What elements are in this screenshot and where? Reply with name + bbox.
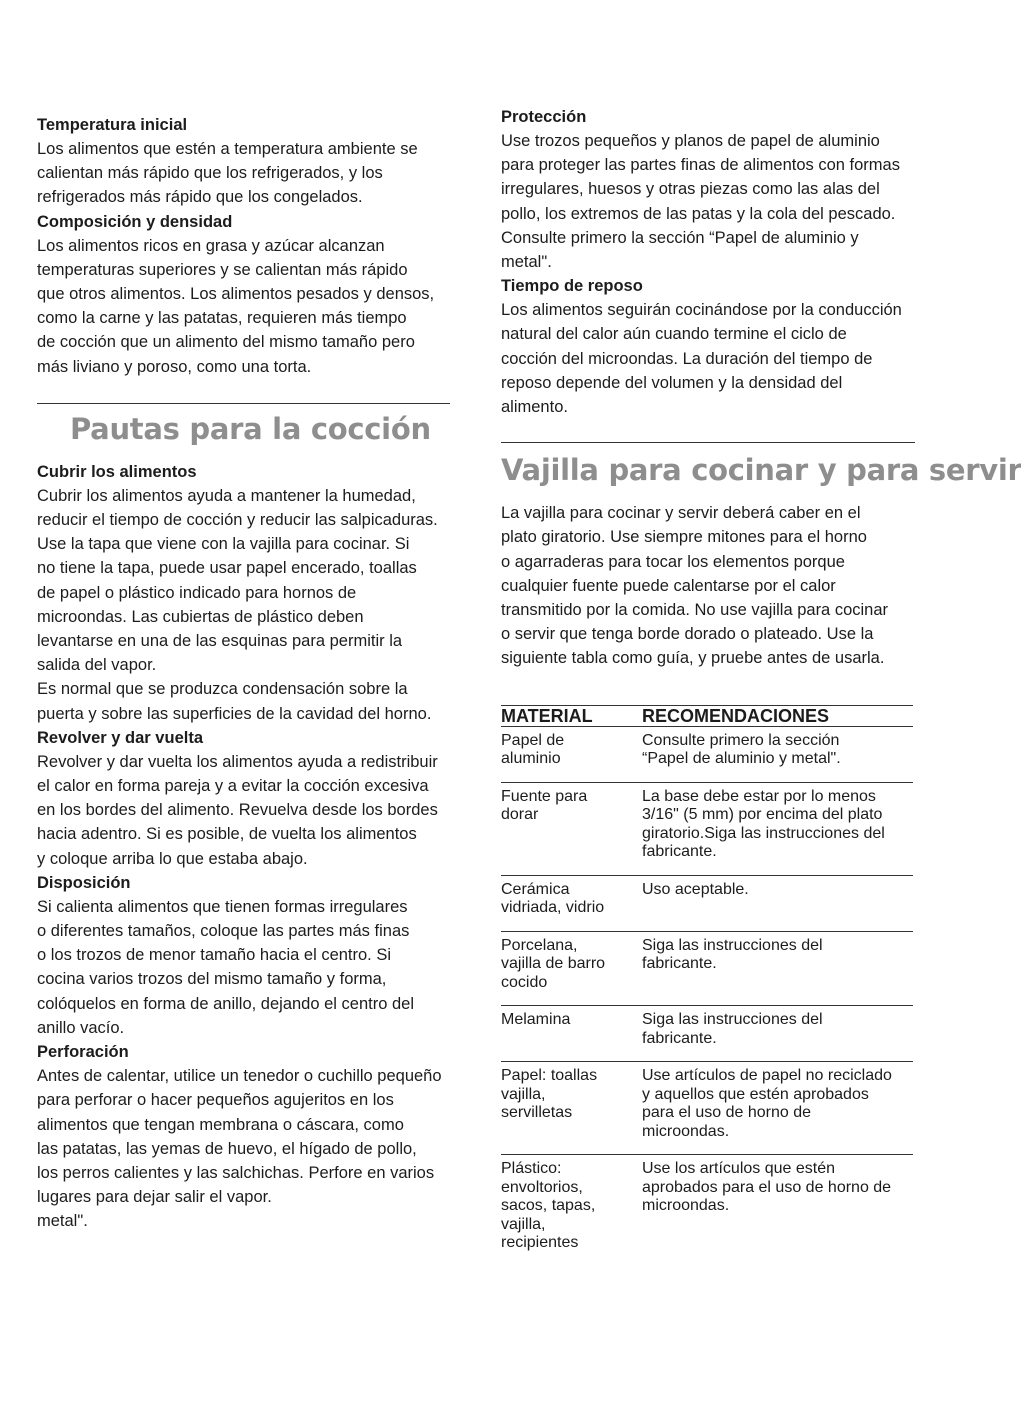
section-divider (501, 442, 915, 443)
paragraph-revolver: Revolver y dar vuelta los alimentos ayuda a redistribuir el calor en forma pareja y a evitar la cocción excesiva en los bordes del alimento. Revuelva desde los bordes hacia adentro. Si es posible, de vuelta los alimentos y coloque arriba lo que estaba abajo. (37, 752, 438, 868)
heading-tiempo-reposo: Tiempo de reposo (501, 277, 643, 296)
heading-perforacion: Perforación (37, 1043, 129, 1062)
material-cell: Papel de aluminio (501, 726, 642, 782)
recommendation-cell: Uso aceptable. (642, 875, 913, 931)
column-header-recomendaciones: RECOMENDACIONES (642, 705, 913, 726)
heading-disposicion: Disposición (37, 873, 131, 892)
table-header-row (501, 705, 913, 726)
materials-table (501, 705, 913, 1266)
material-cell: Papel: toallas vajilla, servilletas (501, 1062, 642, 1155)
recommendation-cell: Use artículos de papel no reciclado y aquellos que estén aprobados para el uso de horno de microondas. (642, 1062, 913, 1155)
heading-revolver: Revolver y dar vuelta (37, 728, 203, 747)
material-cell: Fuente para dorar (501, 782, 642, 875)
section-title-vajilla: Vajilla para cocinar y para servir (501, 453, 1021, 488)
material-cell: Cerámica vidriada, vidrio (501, 875, 642, 931)
column-header-material: MATERIAL (501, 705, 642, 726)
paragraph-disposicion: Si calienta alimentos que tienen formas irregulares o diferentes tamaños, coloque las partes más finas o los trozos de menor tamaño hacia el centro. Si cocina varios trozos del mismo tamaño y forma, colóquelos en forma de anillo, dejando el centro del anillo vacío. (37, 897, 415, 1037)
section-divider (37, 403, 450, 404)
paragraph-temperatura-inicial: Los alimentos que estén a temperatura ambiente se calientan más rápido que los refrigerados, y los refrigerados más rápido que los congelados. (37, 140, 418, 207)
paragraph-vajilla: La vajilla para cocinar y servir deberá caber en el plato giratorio. Use siempre mitones para el horno o agarraderas para tocar los elementos porque cualquier fuente puede calentarse por el calor transmitido por la comida. No use vajilla para cocinar o servir que tenga borde dorado o plateado. Use la siguiente tabla como guía, y pruebe antes de usarla. (501, 504, 889, 668)
recommendation-cell: Siga las instrucciones del fabricante. (642, 1006, 913, 1062)
table-row (501, 726, 913, 782)
table-row (501, 782, 913, 875)
heading-temperatura-inicial: Temperatura inicial (37, 116, 188, 134)
recommendation-cell: Consulte primero la sección “Papel de aluminio y metal". (642, 726, 913, 782)
left-column (37, 113, 450, 1234)
right-column (501, 105, 1021, 1266)
material-cell: Porcelana, vajilla de barro cocido (501, 931, 642, 1006)
section-title-pautas: Pautas para la cocción (70, 411, 431, 446)
paragraph-proteccion: Use trozos pequeños y planos de papel de aluminio para proteger las partes finas de alimentos con formas irregulares, huesos y otras piezas como las alas del pollo, los extremos de las patas y la cola del pescado. Consulte primero la sección “Papel de aluminio y metal". (501, 132, 900, 272)
heading-composicion-densidad: Composición y densidad (37, 212, 233, 231)
paragraph-tiempo-reposo: Los alimentos seguirán cocinándose por la conducción natural del calor aún cuando termine el ciclo de cocción del microondas. La duración del tiempo de reposo depende del volumen y la densidad del alimento. (501, 301, 902, 417)
paragraph-cubrir-alimentos: Cubrir los alimentos ayuda a mantener la humedad, reducir el tiempo de cocción y reducir las salpicaduras. Use la tapa que viene con la vajilla para cocinar. Si no tiene la tapa, puede usar papel encerado, toallas de papel o plástico indicado para hornos de microondas. Las cubiertas de plástico deben levantarse en una de las esquinas para permitir la salida del vapor. Es normal que se produzca condensación sobre la puerta y sobre las superficies de la cavidad del horno. (37, 486, 438, 723)
material-cell: Plástico: envoltorios, sacos, tapas, vajilla, recipientes (501, 1160, 596, 1252)
material-cell: Melamina (501, 1006, 642, 1062)
table-row (501, 1155, 913, 1266)
heading-proteccion: Protección (501, 108, 587, 126)
table-row (501, 1006, 913, 1062)
recommendation-cell: Siga las instrucciones del fabricante. (642, 931, 913, 1006)
table-row (501, 931, 913, 1006)
recommendation-cell: La base debe estar por lo menos 3/16" (5 mm) por encima del plato giratorio.Siga las instrucciones del fabricante. (642, 782, 913, 875)
table-row (501, 875, 913, 931)
paragraph-composicion-densidad: Los alimentos ricos en grasa y azúcar alcanzan temperaturas superiores y se calientan más rápido que otros alimentos. Los alimentos pesados y densos, como la carne y las patatas, requieren más tiempo de cocción que un alimento del mismo tamaño pero más liviano y poroso, como una torta. (37, 236, 435, 376)
table-row (501, 1062, 913, 1155)
recommendation-cell: Use los artículos que estén aprobados para el uso de horno de microondas. (642, 1160, 892, 1215)
paragraph-perforacion: Antes de calentar, utilice un tenedor o cuchillo pequeño para perforar o hacer pequeños agujeritos en los alimentos que tengan membrana o cáscara, como las patatas, las yemas de huevo, el hígado de pollo, los perros calientes y las salchichas. Perfore en varios lugares para dejar salir el vapor. metal". (37, 1067, 442, 1231)
heading-cubrir-alimentos: Cubrir los alimentos (37, 462, 197, 481)
